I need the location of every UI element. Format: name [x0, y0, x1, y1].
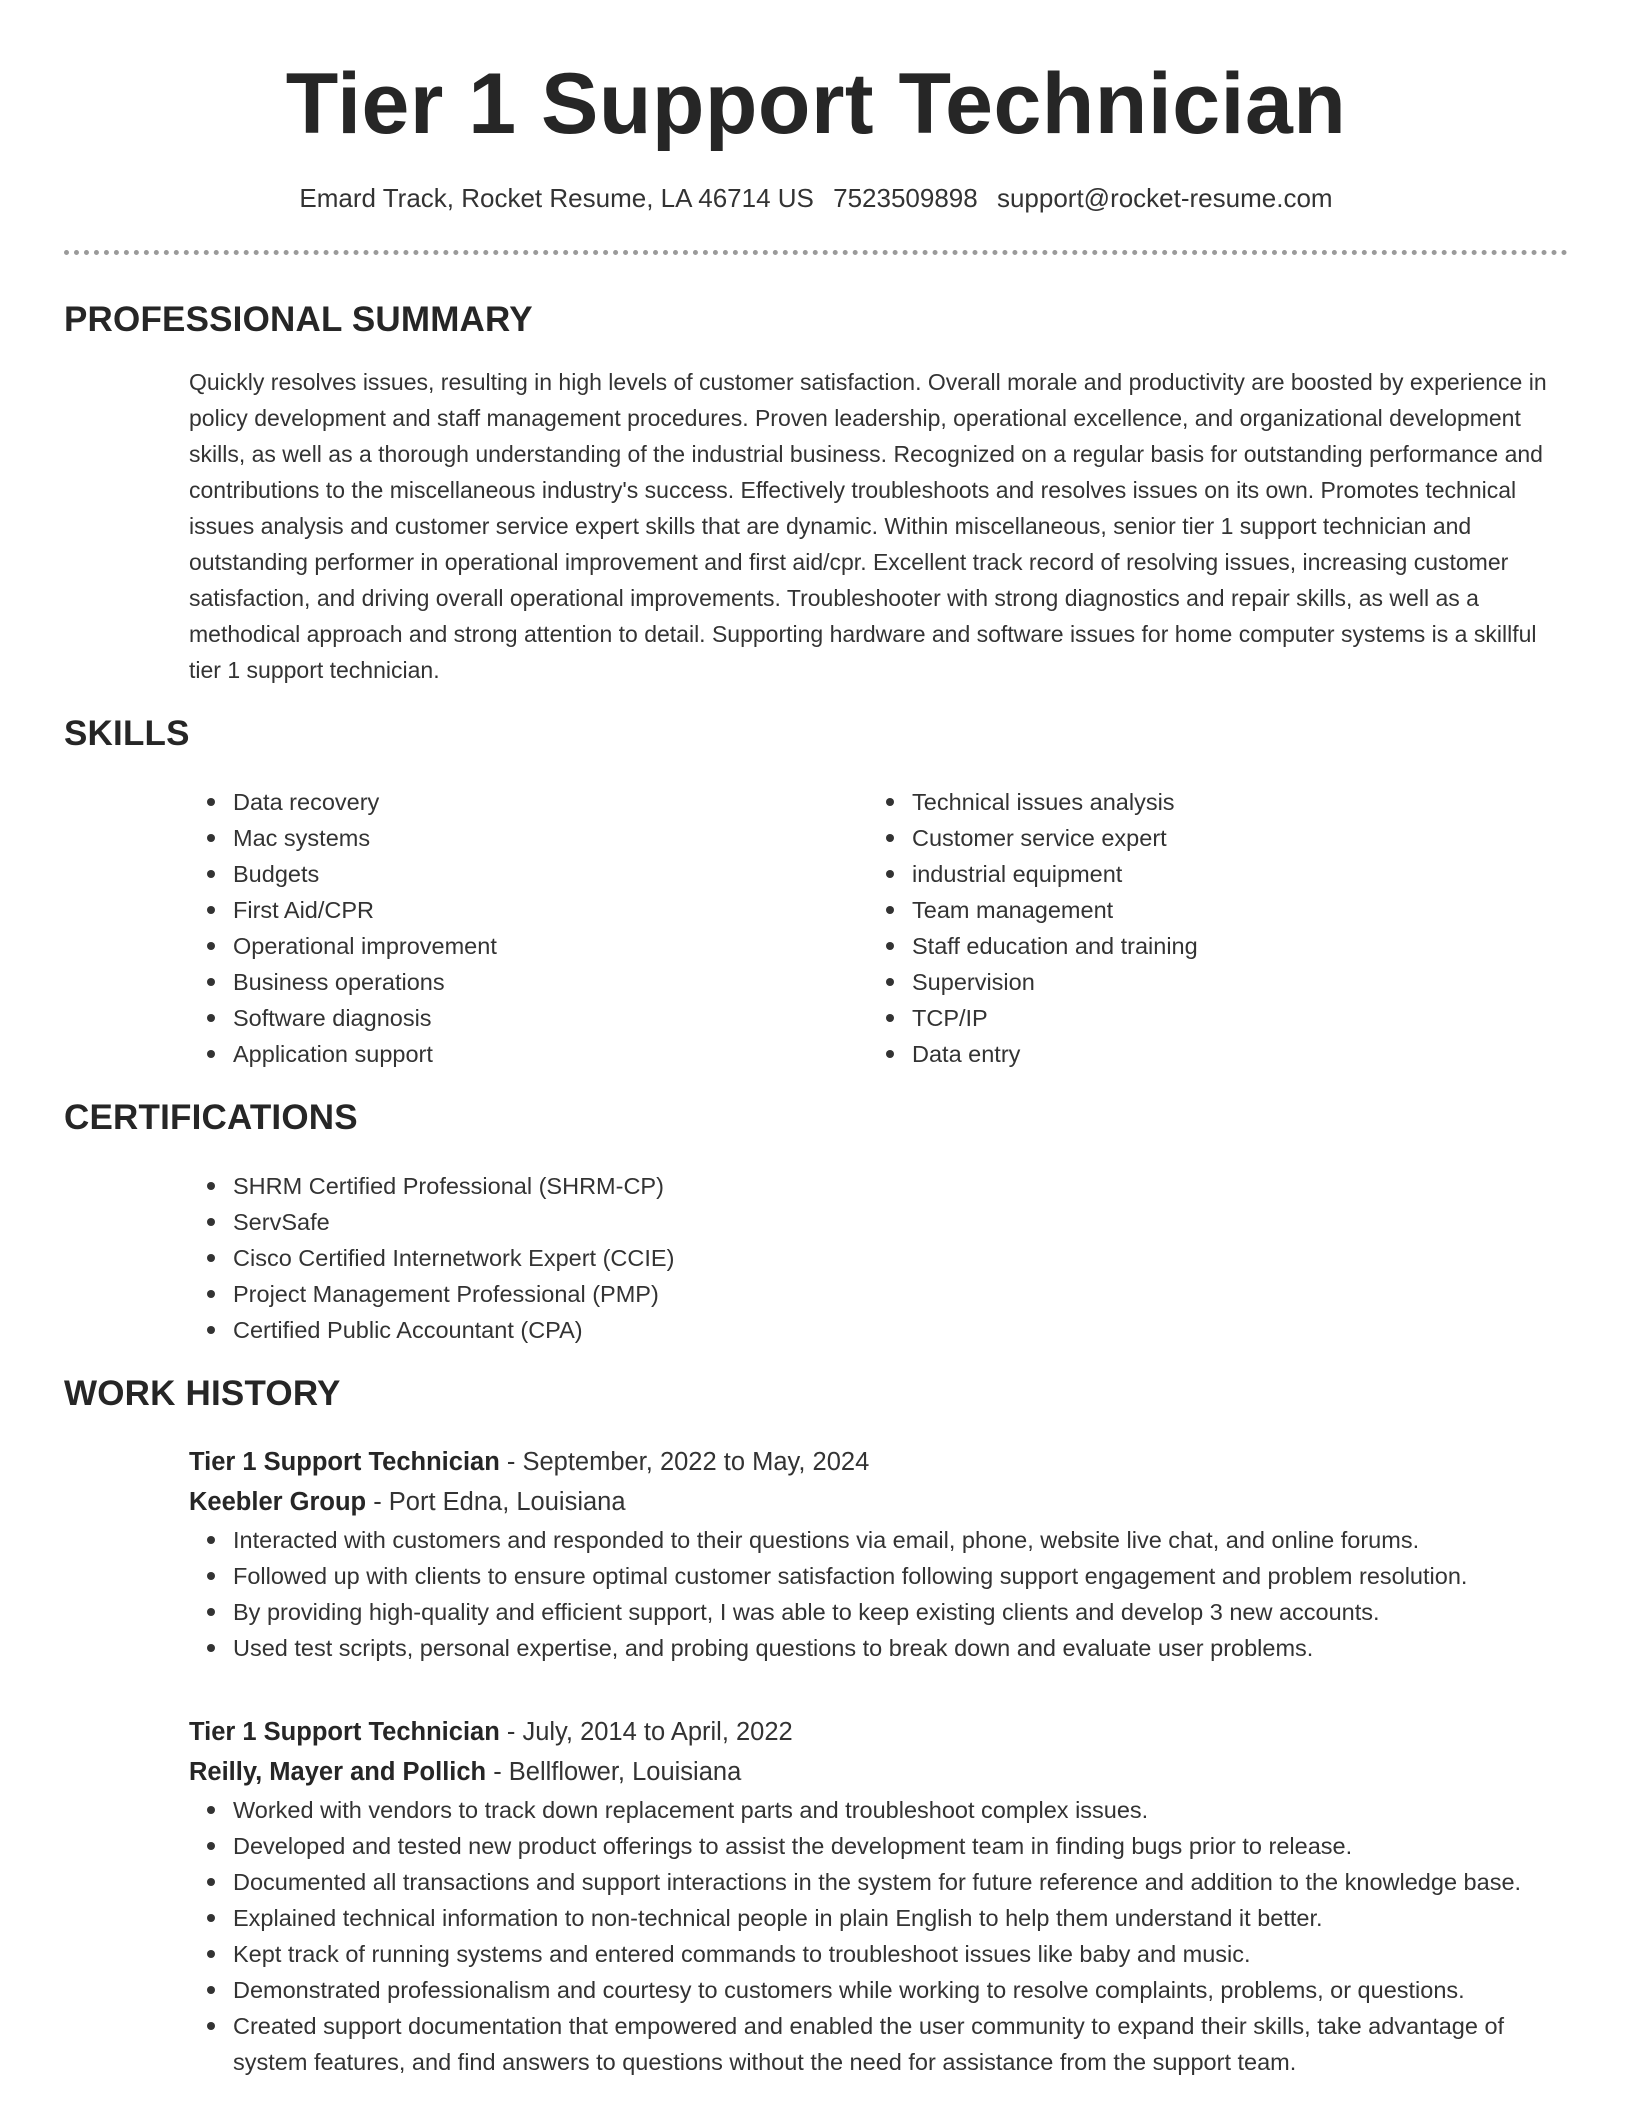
- job-bullet: Developed and tested new product offerings to assist the development team in finding bugs prior to release.: [189, 1828, 1569, 1864]
- certification-item: Project Management Professional (PMP): [189, 1276, 1089, 1312]
- certification-item: ServSafe: [189, 1204, 1089, 1240]
- skill-item: Budgets: [189, 856, 829, 892]
- job-company-line: [189, 1752, 1569, 1792]
- skill-item: Data entry: [868, 1036, 1508, 1072]
- section-title-summary: PROFESSIONAL SUMMARY: [64, 300, 533, 339]
- skill-item: Software diagnosis: [189, 1000, 829, 1036]
- job-location: - Port Edna, Louisiana: [366, 1488, 626, 1516]
- job-entry: [189, 1442, 1569, 1666]
- job-bullet: Used test scripts, personal expertise, and probing questions to break down and evaluate user problems.: [189, 1630, 1569, 1666]
- job-entry: [189, 1712, 1569, 2080]
- job-bullets: [189, 1792, 1569, 2080]
- job-bullet: Demonstrated professionalism and courtesy to customers while working to resolve complaints, problems, or questions.: [189, 1972, 1569, 2008]
- job-company: Keebler Group: [189, 1488, 367, 1516]
- skill-item: Operational improvement: [189, 928, 829, 964]
- job-bullet: By providing high-quality and efficient support, I was able to keep existing clients and develop 3 new accounts.: [189, 1594, 1569, 1630]
- summary-text: Quickly resolves issues, resulting in high levels of customer satisfaction. Overall morale and productivity are boosted by experience in policy development and staff management procedures. Proven leadership, operational excellence, and organizational development skills, as well as a thorough understanding of the industrial business. Recognized on a regular basis for outstanding performance and contributions to the miscellaneous industry's success. Effectively troubleshoots and resolves issues on its own. Promotes technical issues analysis and customer service expert skills that are dynamic. Within miscellaneous, senior tier 1 support technician and outstanding performer in operational improvement and first aid/cpr. Excellent track record of resolving issues, increasing customer satisfaction, and driving overall operational improvements. Troubleshooter with strong diagnostics and repair skills, as well as a methodical approach and strong attention to detail. Supporting hardware and software issues for home computer systems is a skillful tier 1 support technician.: [189, 369, 1547, 683]
- job-bullets: [189, 1522, 1569, 1666]
- header-divider: [64, 250, 1568, 255]
- skill-item: Business operations: [189, 964, 829, 1000]
- skill-item: TCP/IP: [868, 1000, 1508, 1036]
- job-dates: - July, 2014 to April, 2022: [499, 1718, 793, 1746]
- job-bullet: Created support documentation that empowered and enabled the user community to expand their skills, take advantage of system features, and find answers to questions without the need for assistance from the support team.: [189, 2008, 1569, 2080]
- job-role-line: [189, 1712, 1569, 1752]
- certification-item: Cisco Certified Internetwork Expert (CCIE): [189, 1240, 1089, 1276]
- section-title-skills: SKILLS: [64, 714, 190, 753]
- contact-phone: 7523509898: [833, 183, 978, 213]
- certification-item: Certified Public Accountant (CPA): [189, 1312, 1089, 1348]
- skill-item: industrial equipment: [868, 856, 1508, 892]
- skill-item: Team management: [868, 892, 1508, 928]
- job-dates: - September, 2022 to May, 2024: [499, 1448, 870, 1476]
- skills-column-right: [868, 784, 1508, 1072]
- resume-name-title: Tier 1 Support Technician: [285, 56, 1347, 152]
- job-company: Reilly, Mayer and Pollich: [189, 1758, 487, 1786]
- skill-item: Technical issues analysis: [868, 784, 1508, 820]
- skills-column-left: [189, 784, 829, 1072]
- skill-item: Supervision: [868, 964, 1508, 1000]
- job-role: Tier 1 Support Technician: [189, 1718, 500, 1746]
- job-bullet: Documented all transactions and support interactions in the system for future reference and addition to the knowledge base.: [189, 1864, 1569, 1900]
- job-bullet: Worked with vendors to track down replacement parts and troubleshoot complex issues.: [189, 1792, 1569, 1828]
- skill-item: Data recovery: [189, 784, 829, 820]
- job-role-line: [189, 1442, 1569, 1482]
- job-bullet: Explained technical information to non-technical people in plain English to help them understand it better.: [189, 1900, 1569, 1936]
- skill-item: Customer service expert: [868, 820, 1508, 856]
- job-location: - Bellflower, Louisiana: [486, 1758, 742, 1786]
- skill-item: Mac systems: [189, 820, 829, 856]
- skill-item: First Aid/CPR: [189, 892, 829, 928]
- certifications-list: [189, 1168, 1089, 1348]
- contact-line: [0, 180, 1632, 216]
- job-bullet: Kept track of running systems and entered commands to troubleshoot issues like baby and music.: [189, 1936, 1569, 1972]
- job-bullet: Followed up with clients to ensure optimal customer satisfaction following support engagement and problem resolution.: [189, 1558, 1569, 1594]
- job-bullet: Interacted with customers and responded to their questions via email, phone, website live chat, and online forums.: [189, 1522, 1569, 1558]
- certification-item: SHRM Certified Professional (SHRM-CP): [189, 1168, 1089, 1204]
- contact-address: Emard Track, Rocket Resume, LA 46714 US: [299, 183, 814, 213]
- skill-item: Staff education and training: [868, 928, 1508, 964]
- contact-email: support@rocket-resume.com: [996, 183, 1333, 213]
- section-title-work-history: WORK HISTORY: [64, 1374, 341, 1413]
- section-title-certifications: CERTIFICATIONS: [64, 1098, 358, 1137]
- job-company-line: [189, 1482, 1569, 1522]
- job-role: Tier 1 Support Technician: [189, 1448, 500, 1476]
- skill-item: Application support: [189, 1036, 829, 1072]
